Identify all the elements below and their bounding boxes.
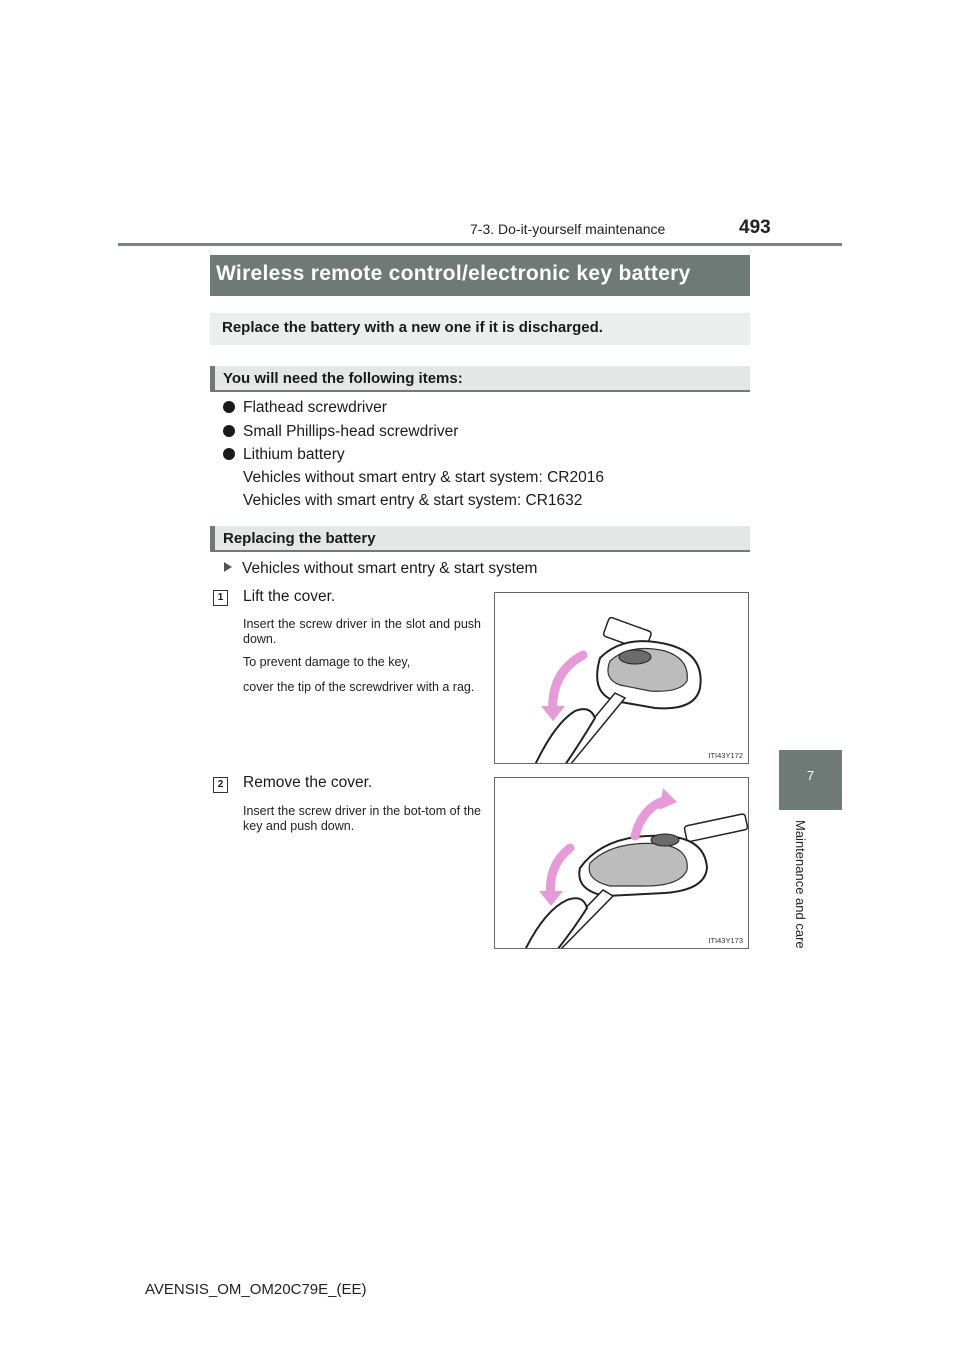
key-blade — [684, 814, 748, 843]
vehicle-variant — [224, 560, 537, 578]
header-section: 7-3. Do-it-yourself maintenance — [470, 221, 666, 237]
key-illustration-1 — [495, 593, 749, 764]
heading-accent — [210, 526, 215, 552]
vehicle-variant-text: Vehicles without smart entry & start system — [242, 560, 538, 577]
arrow-head — [541, 706, 565, 721]
chapter-title: Maintenance and care — [793, 820, 808, 949]
item-text: Small Phillips-head screwdriver — [243, 423, 459, 440]
heading-accent — [210, 366, 215, 392]
battery-note: Vehicles without smart entry & start system: CR2016 — [243, 469, 604, 486]
step-note: Insert the screw driver in the bot-tom of the key and push down. — [243, 804, 481, 833]
items-heading: You will need the following items: — [223, 370, 463, 387]
arrow-up-head — [659, 788, 677, 810]
bullet-icon — [223, 448, 235, 460]
replacing-heading-bar — [210, 526, 750, 552]
bullet-icon — [223, 401, 235, 413]
intro-text: Replace the battery with a new one if it is discharged. — [222, 319, 603, 336]
item-text: Lithium battery — [243, 446, 345, 463]
figure-remove-cover — [494, 777, 749, 949]
step-number-2: 2 — [213, 777, 228, 793]
step-title-2: Remove the cover. — [243, 774, 373, 791]
step-title-1: Lift the cover. — [243, 588, 336, 605]
step-note: Insert the screw driver in the slot and push down. — [243, 617, 481, 646]
items-heading-bar — [210, 366, 750, 392]
arrow-shaft — [553, 655, 583, 713]
arrow-down-shaft — [550, 848, 570, 898]
triangle-bullet-icon — [224, 562, 232, 572]
logo-emblem — [619, 650, 651, 664]
chapter-number: 7 — [806, 768, 815, 783]
list-item — [223, 423, 458, 441]
header-rule — [118, 243, 842, 246]
chapter-title-vertical — [792, 820, 812, 970]
key-illustration-2 — [495, 778, 749, 949]
screwdriver-handle — [525, 898, 587, 949]
section-title: Wireless remote control/electronic key battery — [216, 262, 691, 285]
battery-note: Vehicles with smart entry & start system: CR1632 — [243, 492, 583, 509]
logo-emblem — [651, 834, 679, 846]
step-note: To prevent damage to the key, — [243, 655, 411, 669]
list-item — [223, 446, 345, 464]
bullet-icon — [223, 425, 235, 437]
step-number-1: 1 — [213, 590, 228, 606]
step-note: cover the tip of the screwdriver with a rag. — [243, 680, 475, 694]
page-number: 493 — [739, 217, 771, 238]
figure-code: ITI43Y173 — [708, 936, 743, 945]
figure-code: ITI43Y172 — [708, 751, 743, 760]
figure-lift-cover — [494, 592, 749, 764]
replacing-heading: Replacing the battery — [223, 530, 376, 547]
item-text: Flathead screwdriver — [243, 399, 387, 416]
list-item — [223, 399, 387, 417]
footer-doc-id: AVENSIS_OM_OM20C79E_(EE) — [145, 1281, 367, 1298]
